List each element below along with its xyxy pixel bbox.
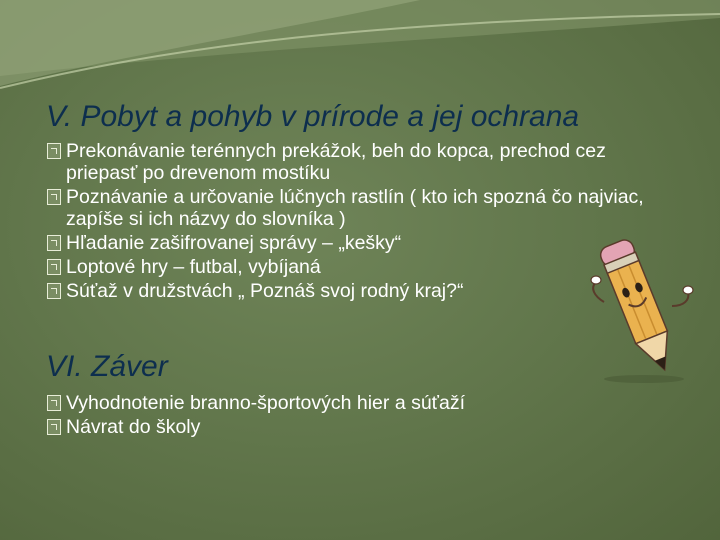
list-item: Vyhodnotenie branno-športových hier a súťaží: [46, 392, 676, 414]
bullet-glyph-icon: [47, 259, 61, 275]
bullet-list-zaver: [46, 392, 676, 440]
bullet-glyph-icon: [47, 189, 61, 205]
bullet-glyph-icon: [47, 143, 61, 159]
corner-swoosh-decoration: [0, 0, 720, 110]
list-item: Poznávanie a určovanie lúčnych rastlín ( kto ich spozná čo najviac, zapíše si ich názvy do slovníka ): [46, 186, 676, 230]
bullet-glyph-icon: [47, 395, 61, 411]
bullet-glyph-icon: [47, 419, 61, 435]
pencil-clipart-icon: [582, 236, 702, 386]
list-item: Súťaž v družstvách „ Poznáš svoj rodný kraj?“: [46, 280, 676, 302]
bullet-glyph-icon: [47, 235, 61, 251]
list-item: Hľadanie zašifrovanej správy – „kešky“: [46, 232, 676, 254]
list-item: Loptové hry – futbal, vybíjaná: [46, 256, 676, 278]
list-item: Prekonávanie terénnych prekážok, beh do kopca, prechod cez priepasť po drevenom mostíku: [46, 140, 676, 184]
list-item: Návrat do školy: [46, 416, 676, 438]
bullet-glyph-icon: [47, 283, 61, 299]
section-title-zaver: VI. Záver: [46, 350, 168, 383]
section-title-pobyt: V. Pobyt a pohyb v prírode a jej ochrana: [46, 100, 580, 133]
